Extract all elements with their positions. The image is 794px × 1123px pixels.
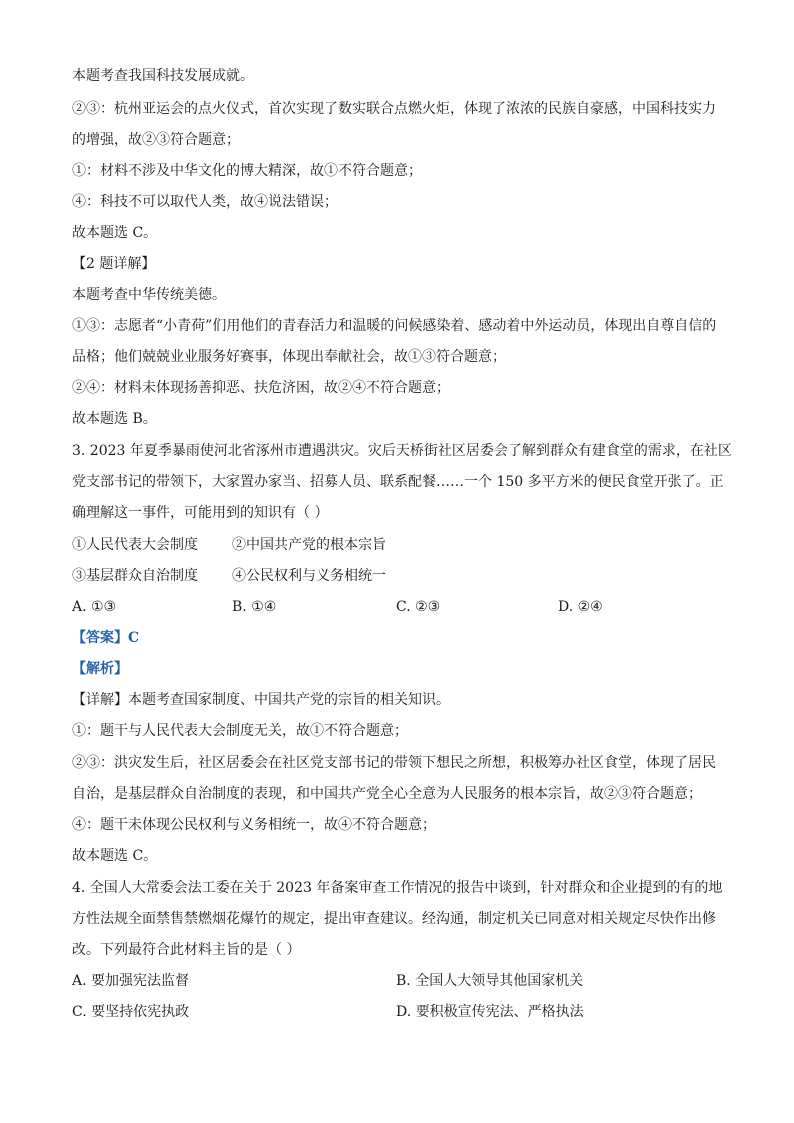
text-line: ②③：杭州亚运会的点火仪式，首次实现了数实联合点燃火炬，体现了浓浓的民族自豪感，中国科技实力 bbox=[72, 101, 716, 117]
text-line: ①③：志愿者“小青荷”们用他们的青春活力和温暖的问候感染着、感动着中外运动员，体现出自尊自信的 bbox=[72, 318, 717, 334]
question-3-options bbox=[72, 597, 724, 617]
statement-2: ②中国共产党的根本宗旨 bbox=[232, 537, 386, 553]
option-b[interactable]: B. ①④ bbox=[232, 599, 277, 615]
option-a[interactable]: A. 要加强宪法监督 bbox=[72, 973, 190, 989]
text-line: ④：题干未体现公民权利与义务相统一，故④不符合题意； bbox=[72, 817, 436, 833]
text-line: 故本题选 C。 bbox=[72, 225, 158, 241]
question-3-stem: 确理解这一事件，可能用到的知识有（ ） bbox=[72, 505, 329, 521]
text-line: 本题考查我国科技发展成就。 bbox=[72, 68, 254, 84]
statement-4: ④公民权利与义务相统一 bbox=[232, 568, 386, 584]
question-3-stem: 党支部书记的带领下，大家置办家当、招募人员、联系配餐……一个 150 多平方米的便民食堂开张了。正 bbox=[72, 474, 724, 490]
question-3-stem: 3. 2023 年夏季暴雨使河北省涿州市遭遇洪灾。灾后天桥街社区居委会了解到群众有建食堂的需求，在社区 bbox=[72, 443, 732, 459]
analysis-label: 【解析】 bbox=[72, 661, 128, 677]
statement-1: ①人民代表大会制度 bbox=[72, 537, 198, 553]
text-line: 故本题选 C。 bbox=[72, 848, 158, 864]
text-line: ②④：材料未体现扬善抑恶、扶危济困，故②④不符合题意； bbox=[72, 380, 450, 396]
statement-3: ③基层群众自治制度 bbox=[72, 568, 198, 584]
text-line: 本题考查中华传统美德。 bbox=[72, 287, 226, 303]
question-3-statements-row bbox=[72, 566, 724, 586]
text-line: 【详解】本题考查国家制度、中国共产党的宗旨的相关知识。 bbox=[72, 692, 450, 708]
option-c[interactable]: C. 要坚持依宪执政 bbox=[72, 1004, 190, 1020]
option-a[interactable]: A. ①③ bbox=[72, 599, 117, 615]
question-4-stem: 改。下列最符合此材料主旨的是（ ） bbox=[72, 942, 301, 958]
option-b[interactable]: B. 全国人大领导其他国家机关 bbox=[396, 973, 584, 989]
question-3-statements-row bbox=[72, 535, 724, 555]
answer-label: 【答案】C bbox=[72, 630, 140, 646]
text-line: ①：题干与人民代表大会制度无关，故①不符合题意； bbox=[72, 723, 408, 739]
option-d[interactable]: D. ②④ bbox=[558, 599, 603, 615]
text-line: 品格；他们兢兢业业服务好赛事，体现出奉献社会，故①③符合题意； bbox=[72, 349, 506, 365]
question-4-options-row bbox=[72, 1002, 724, 1022]
text-line: 故本题选 B。 bbox=[72, 411, 157, 427]
question-4-stem: 4. 全国人大常委会法工委在关于 2023 年备案审查工作情况的报告中谈到，针对群众和企业提到的有的地 bbox=[72, 880, 723, 896]
option-c[interactable]: C. ②③ bbox=[396, 599, 441, 615]
text-line: 的增强，故②③符合题意； bbox=[72, 132, 240, 148]
question-4-stem: 方性法规全面禁售禁燃烟花爆竹的规定，提出审查建议。经沟通，制定机关已同意对相关规定尽快作出修 bbox=[72, 911, 716, 927]
text-line: ②③：洪灾发生后，社区居委会在社区党支部书记的带领下想民之所想，积极筹办社区食堂，体现了居民 bbox=[72, 755, 716, 771]
text-line: ①：材料不涉及中华文化的博大精深，故①不符合题意； bbox=[72, 163, 422, 179]
text-line: ④：科技不可以取代人类，故④说法错误； bbox=[72, 194, 338, 210]
option-d[interactable]: D. 要积极宣传宪法、严格执法 bbox=[396, 1004, 584, 1020]
text-line: 自治，是基层群众自治制度的表现，和中国共产党全心全意为人民服务的根本宗旨，故②③符合题意； bbox=[72, 786, 702, 802]
section-heading: 【2 题详解】 bbox=[72, 256, 156, 272]
question-4-options-row bbox=[72, 971, 724, 991]
